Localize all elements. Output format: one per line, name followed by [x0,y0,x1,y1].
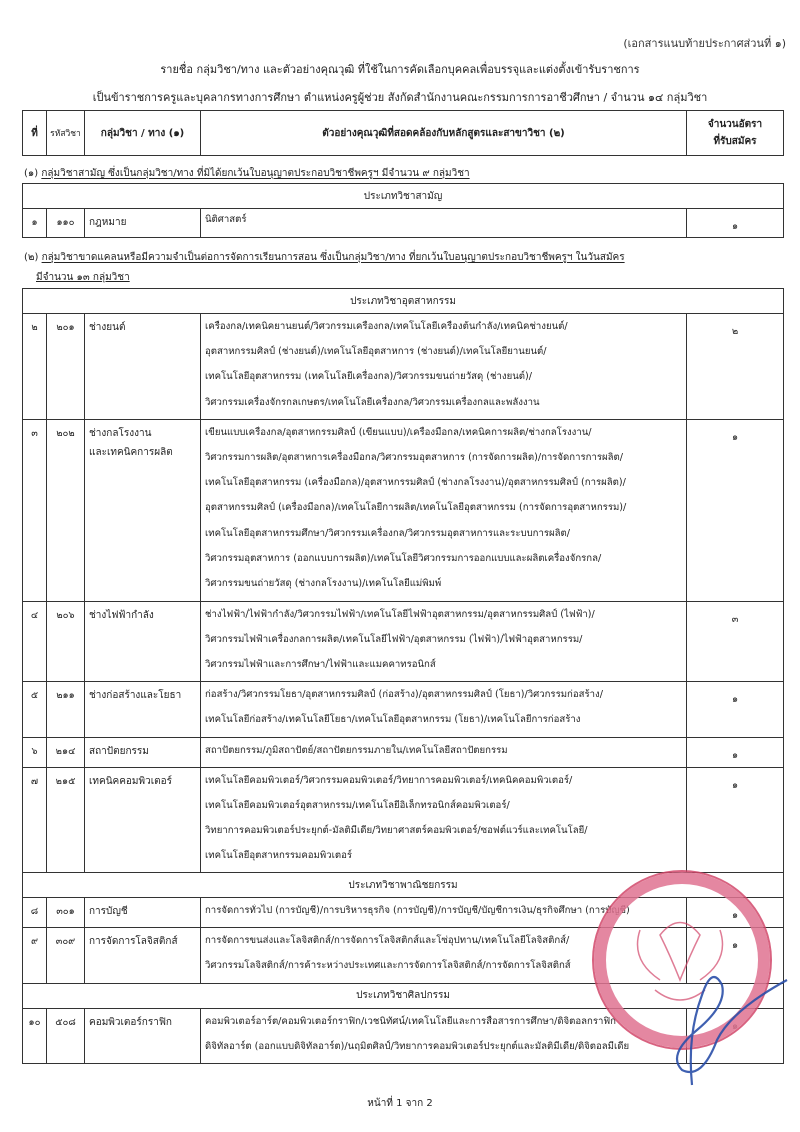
row-no: ๑๐ [23,1008,47,1063]
table-row [23,209,784,238]
row-count: ๑ [687,737,784,767]
table-row [23,682,784,737]
row-group: ช่างกลโรงงาน และเทคนิคการผลิต [85,419,201,601]
section2-text: กลุ่มวิชาขาดแคลนหรือมีความจำเป็นต่อการจัดการเรียนการสอน ซึ่งเป็นกลุ่มวิชา/ทาง ที่ยกเว้นใบอนุญาตประกอบวิชาชีพครูฯ ในวันสมัคร [41,252,625,263]
row-qualification: เทคโนโลยีคอมพิวเตอร์/วิศวกรรมคอมพิวเตอร์/วิทยาการคอมพิวเตอร์/เทคนิคคอมพิวเตอร์/ เทคโนโลยีคอมพิวเตอร์อุตสาหกรรม/เทคโนโลยีอิเล็กทรอนิกส์คอมพิวเตอร์/ วิทยาการคอมพิวเตอร์ประยุกต์-มัลติมีเดีย/วิทยาศาสตร์คอมพิวเตอร์/ซอฟต์แวร์และเทคโนโลยี/ เทคโนโลยีอุตสาหกรรมคอมพิวเตอร์ [201,767,687,873]
row-qualification: สถาปัตยกรรม/ภูมิสถาปัตย์/สถาปัตยกรรมภายใน/เทคโนโลยีสถาปัตยกรรม [201,737,687,767]
row-no: ๔ [23,601,47,682]
table-row [23,419,784,601]
row-count: ๑ [687,209,784,238]
row-count: ๒ [687,314,784,420]
row-qualification: การจัดการขนส่งและโลจิสติกส์/การจัดการโลจิสติกส์และโซ่อุปทาน/เทคโนโลยีโลจิสติกส์/ วิศวกรรมโลจิสติกส์/การค้าระหว่างประเทศและการจัดการโลจิสติกส์/การจัดการโลจิสติกส์ [201,928,687,983]
table-row [23,601,784,682]
row-qualification: ช่างไฟฟ้า/ไฟฟ้ากำลัง/วิศวกรรมไฟฟ้า/เทคโนโลยีไฟฟ้าอุตสาหกรรม/อุตสาหกรรมศิลป์ (ไฟฟ้า)/ วิศวกรรมไฟฟ้าเครื่องกลการผลิต/เทคโนโลยีไฟฟ้า/อุตสาหกรรม (ไฟฟ้า)/ไฟฟ้าอุตสาหกรรม/ วิศวกรรมไฟฟ้าและการศึกษา/ไฟฟ้าและแมคคาทรอนิกส์ [201,601,687,682]
row-no: ๙ [23,928,47,983]
row-count: ๑ [687,767,784,873]
row-qualification: เขียนแบบเครื่องกล/อุตสาหกรรมศิลป์ (เขียนแบบ)/เครื่องมือกล/เทคนิคการผลิต/ช่างกลโรงงาน/ วิศวกรรมการผลิต/อุตสาหการเครื่องมือกล/วิศวกรรมอุตสาหการ (การจัดการผลิต)/การจัดการการผลิต/ เทคโนโลยีอุตสาหกรรม (เครื่องมือกล)/อุตสาหกรรมศิลป์ (ช่างกลโรงงาน)/อุตสาหกรรมศิลป์ (การผลิต)/ อุตสาหกรรมศิลป์ (เครื่องมือกล)/เทคโนโลยีการผลิต/เทคโนโลยีอุตสาหกรรม (การจัดการอุตสาหกรรม)/ เทคโนโลยีอุตสาหกรรมศึกษา/วิศวกรรมเครื่องกล/วิศวกรรมอุตสาหการและระบบการผลิต/ วิศวกรรมอุตสาหการ (ออกแบบการผลิต)/เทคโนโลยีวิศวกรรมการออกแบบและผลิตเครื่องจักรกล/ วิศวกรรมขนถ่ายวัสดุ (ช่างกลโรงงาน)/เทคโนโลยีแม่พิมพ์ [201,419,687,601]
header-qualification: ตัวอย่างคุณวุฒิที่สอดคล้องกับหลักสูตรและสาขาวิชา (๒) [201,111,687,156]
row-count: ๑ [687,928,784,983]
table-row [23,898,784,928]
category-general: ประเภทวิชาสามัญ [23,184,784,209]
section2-heading [24,250,625,265]
row-group: กฎหมาย [85,209,201,238]
section2-heading-line2: มีจำนวน ๑๓ กลุ่มวิชา [36,272,130,283]
document-title-line2: เป็นข้าราชการครูและบุคลากรทางการศึกษา ตำแหน่งครูผู้ช่วย สังกัดสำนักงานคณะกรรมการการอาชีวศึกษา / จำนวน ๑๔ กลุ่มวิชา [92,91,708,104]
row-count: ๑ [687,1008,784,1063]
section2-prefix: (๒) [24,252,42,263]
table-row [23,928,784,983]
row-code: ๒๑๔ [47,737,85,767]
section1-heading [24,166,470,181]
category-industrial: ประเภทวิชาอุตสาหกรรม [23,289,784,314]
table-row [23,767,784,873]
table-row [23,737,784,767]
row-no: ๓ [23,419,47,601]
header-count [687,111,784,156]
header-table [22,110,784,156]
row-code: ๒๐๑ [47,314,85,420]
header-no: ที่ [23,111,47,156]
row-no: ๑ [23,209,47,238]
row-group: การบัญชี [85,898,201,928]
row-count: ๑ [687,898,784,928]
row-count: ๑ [687,419,784,601]
header-code: รหัสวิชา [47,111,85,156]
annex-label: (เอกสารแนบท้ายประกาศส่วนที่ ๑) [623,37,786,50]
row-group: คอมพิวเตอร์กราฟิก [85,1008,201,1063]
row-code: ๒๑๑ [47,682,85,737]
section1-table [22,183,784,238]
row-code: ๕๐๘ [47,1008,85,1063]
section1-text: กลุ่มวิชาสามัญ ซึ่งเป็นกลุ่มวิชา/ทาง ที่มิได้ยกเว้นใบอนุญาตประกอบวิชาชีพครูฯ มีจำนวน ๙ กลุ่มวิชา [41,168,470,179]
section1-prefix: (๑) [24,168,42,179]
row-group: ช่างยนต์ [85,314,201,420]
row-code: ๒๑๕ [47,767,85,873]
row-code: ๒๐๖ [47,601,85,682]
row-group: การจัดการโลจิสติกส์ [85,928,201,983]
document-title-line1: รายชื่อ กลุ่มวิชา/ทาง และตัวอย่างคุณวุฒิ ที่ใช้ในการคัดเลือกบุคคลเพื่อบรรจุและแต่งตั้งเข้ารับราชการ [160,63,640,76]
table-row [23,314,784,420]
row-code: ๓๐๑ [47,898,85,928]
header-group: กลุ่มวิชา / ทาง (๑) [85,111,201,156]
row-group: เทคนิคคอมพิวเตอร์ [85,767,201,873]
row-qualification: การจัดการทั่วไป (การบัญชี)/การบริหารธุรกิจ (การบัญชี)/การบัญชี/บัญชีการเงิน/ธุรกิจศึกษา (การบัญชี) [201,898,687,928]
row-code: ๒๐๒ [47,419,85,601]
row-no: ๒ [23,314,47,420]
category-commerce: ประเภทวิชาพาณิชยกรรม [23,873,784,898]
header-count-line1: จำนวนอัตรา [707,119,763,130]
row-count: ๑ [687,682,784,737]
section2-table [22,288,784,1064]
table-row [23,1008,784,1063]
row-qualification: นิติศาสตร์ [201,209,687,238]
row-code: ๓๐๙ [47,928,85,983]
row-count: ๓ [687,601,784,682]
row-qualification: ก่อสร้าง/วิศวกรรมโยธา/อุตสาหกรรมศิลป์ (ก่อสร้าง)/อุตสาหกรรมศิลป์ (โยธา)/วิศวกรรมก่อสร้าง/ เทคโนโลยีก่อสร้าง/เทคโนโลยีโยธา/เทคโนโลยีอุตสาหกรรม (โยธา)/เทคโนโลยีการก่อสร้าง [201,682,687,737]
row-group: สถาปัตยกรรม [85,737,201,767]
row-no: ๘ [23,898,47,928]
header-count-line2: ที่รับสมัคร [713,136,757,147]
row-group: ช่างก่อสร้างและโยธา [85,682,201,737]
row-no: ๖ [23,737,47,767]
row-no: ๗ [23,767,47,873]
category-arts: ประเภทวิชาศิลปกรรม [23,983,784,1008]
row-qualification: คอมพิวเตอร์อาร์ต/คอมพิวเตอร์กราฟิก/เวชนิทัศน์/เทคโนโลยีและการสื่อสารการศึกษา/ดิจิตอลกราฟิก ดิจิทัลอาร์ต (ออกแบบดิจิทัลอาร์ต)/นฤมิตศิลป์/วิทยาการคอมพิวเตอร์ประยุกต์และมัลติมีเดีย/ดิจิตอลมีเดีย [201,1008,687,1063]
row-code: ๑๑๐ [47,209,85,238]
row-no: ๕ [23,682,47,737]
row-group: ช่างไฟฟ้ากำลัง [85,601,201,682]
row-qualification: เครื่องกล/เทคนิคยานยนต์/วิศวกรรมเครื่องกล/เทคโนโลยีเครื่องต้นกำลัง/เทคนิคช่างยนต์/ อุตสาหกรรมศิลป์ (ช่างยนต์)/เทคโนโลยีอุตสาหการ (ช่างยนต์)/เทคโนโลยียานยนต์/ เทคโนโลยีอุตสาหกรรม (เทคโนโลยีเครื่องกล)/วิศวกรรมขนถ่ายวัสดุ (ช่างยนต์)/ วิศวกรรมเครื่องจักรกลเกษตร/เทคโนโลยีเครื่องกล/วิศวกรรมเครื่องกลและพลังงาน [201,314,687,420]
page-footer: หน้าที่ 1 จาก 2 [367,1098,433,1109]
